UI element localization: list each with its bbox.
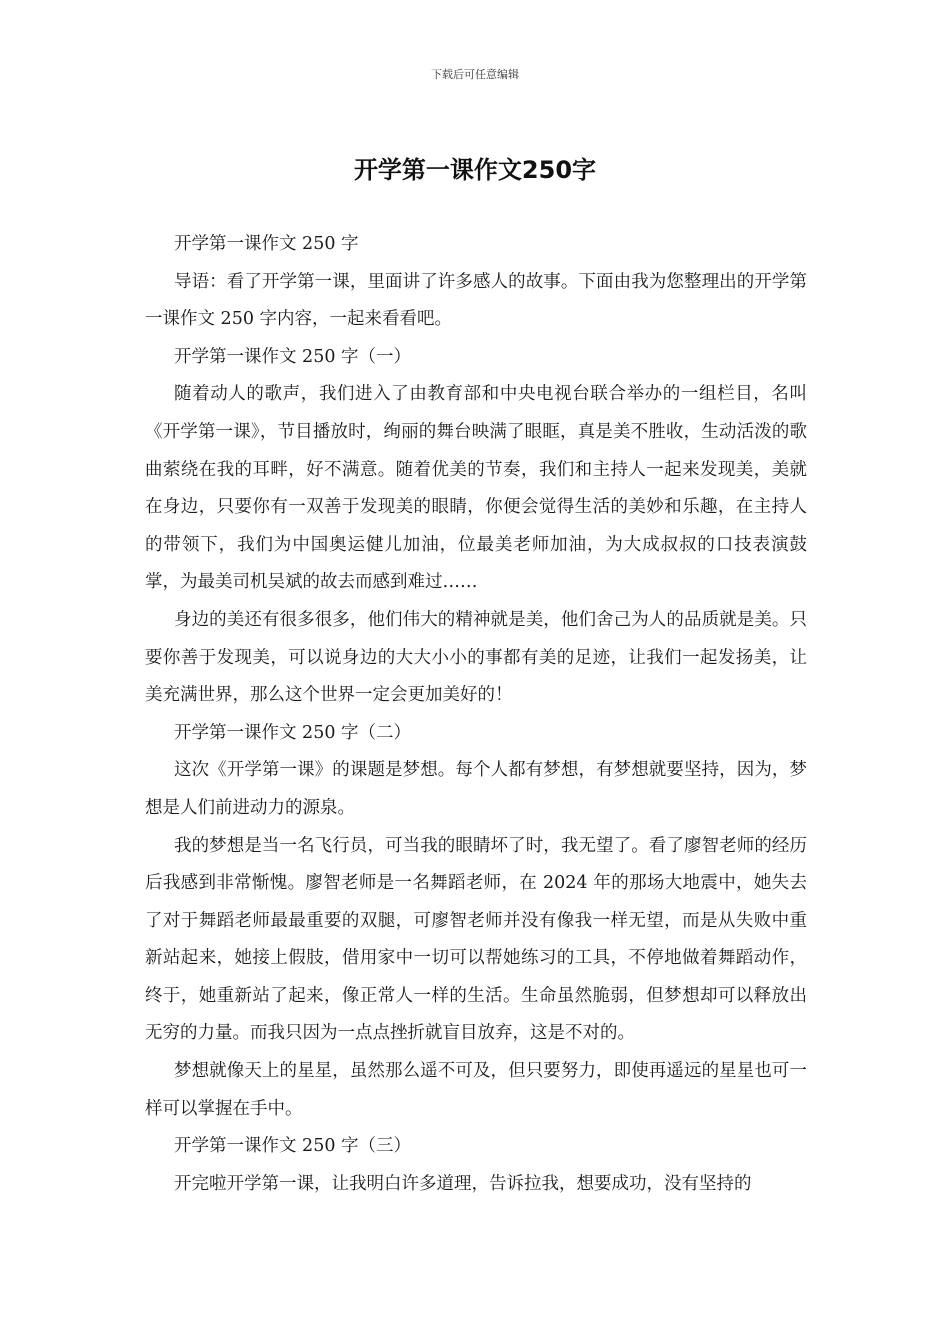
paragraph-heading: 开学第一课作文 250 字 <box>174 234 359 254</box>
section-heading-2: 开学第一课作文 250 字（二） <box>174 722 412 743</box>
paragraph: 梦想就像天上的星星，虽然那么遥不可及，但只要努力，即使再遥远的星星也可一样可以掌握在手中。 <box>145 1061 807 1119</box>
document-body <box>145 226 807 1203</box>
paragraph: 开完啦开学第一课，让我明白许多道理，告诉拉我，想要成功，没有坚持的 <box>174 1173 752 1194</box>
section-heading-3: 开学第一课作文 250 字（三） <box>174 1136 412 1157</box>
paragraph: 我的梦想是当一名飞行员，可当我的眼睛坏了时，我无望了。看了廖智老师的经历后我感到非常惭愧。廖智老师是一名舞蹈老师，在 2024 年的那场大地震中，她失去了对于舞蹈老师最最重要的双腿，可廖智老师并没有像我一样无望，而是从失败中重新站起来，她接上假肢，借用家中一切可以帮她练习的工具，不停地做着舞蹈动作，终于，她重新站了起来，像正常人一样的生活。生命虽然脆弱，但梦想却可以释放出无穷的力量。而我只因为一点点挫折就盲目放弃，这是不对的。 <box>145 835 807 1044</box>
paragraph: 随着动人的歌声，我们进入了由教育部和中央电视台联合举办的一组栏目，名叫《开学第一课》，节目播放时，绚丽的舞台映满了眼眶，真是美不胜收，生动活泼的歌曲萦绕在我的耳畔，好不满意。随着优美的节奏，我们和主持人一起来发现美，美就在身边，只要你有一双善于发现美的眼睛，你便会觉得生活的美妙和乐趣，在主持人的带领下，我们为中国奥运健儿加油，位最美老师加油，为大成叔叔的口技表演鼓掌，为最美司机吴斌的故去而感到难过…… <box>145 384 807 593</box>
paragraph: 身边的美还有很多很多，他们伟大的精神就是美，他们舍己为人的品质就是美。只要你善于发现美，可以说身边的大大小小的事都有美的足迹，让我们一起发扬美，让美充满世界，那么这个世界一定会更加美好的！ <box>145 609 807 706</box>
paragraph-intro: 导语：看了开学第一课，里面讲了许多感人的故事。下面由我为您整理出的开学第一课作文 250 字内容，一起来看看吧。 <box>145 271 807 330</box>
document-title: 开学第一课作文250字 <box>353 156 597 184</box>
section-heading-1: 开学第一课作文 250 字（一） <box>174 346 412 367</box>
paragraph: 这次《开学第一课》的课题是梦想。每个人都有梦想，有梦想就要坚持，因为，梦想是人们前进动力的源泉。 <box>145 760 807 818</box>
header-note: 下载后可任意编辑 <box>431 68 519 81</box>
